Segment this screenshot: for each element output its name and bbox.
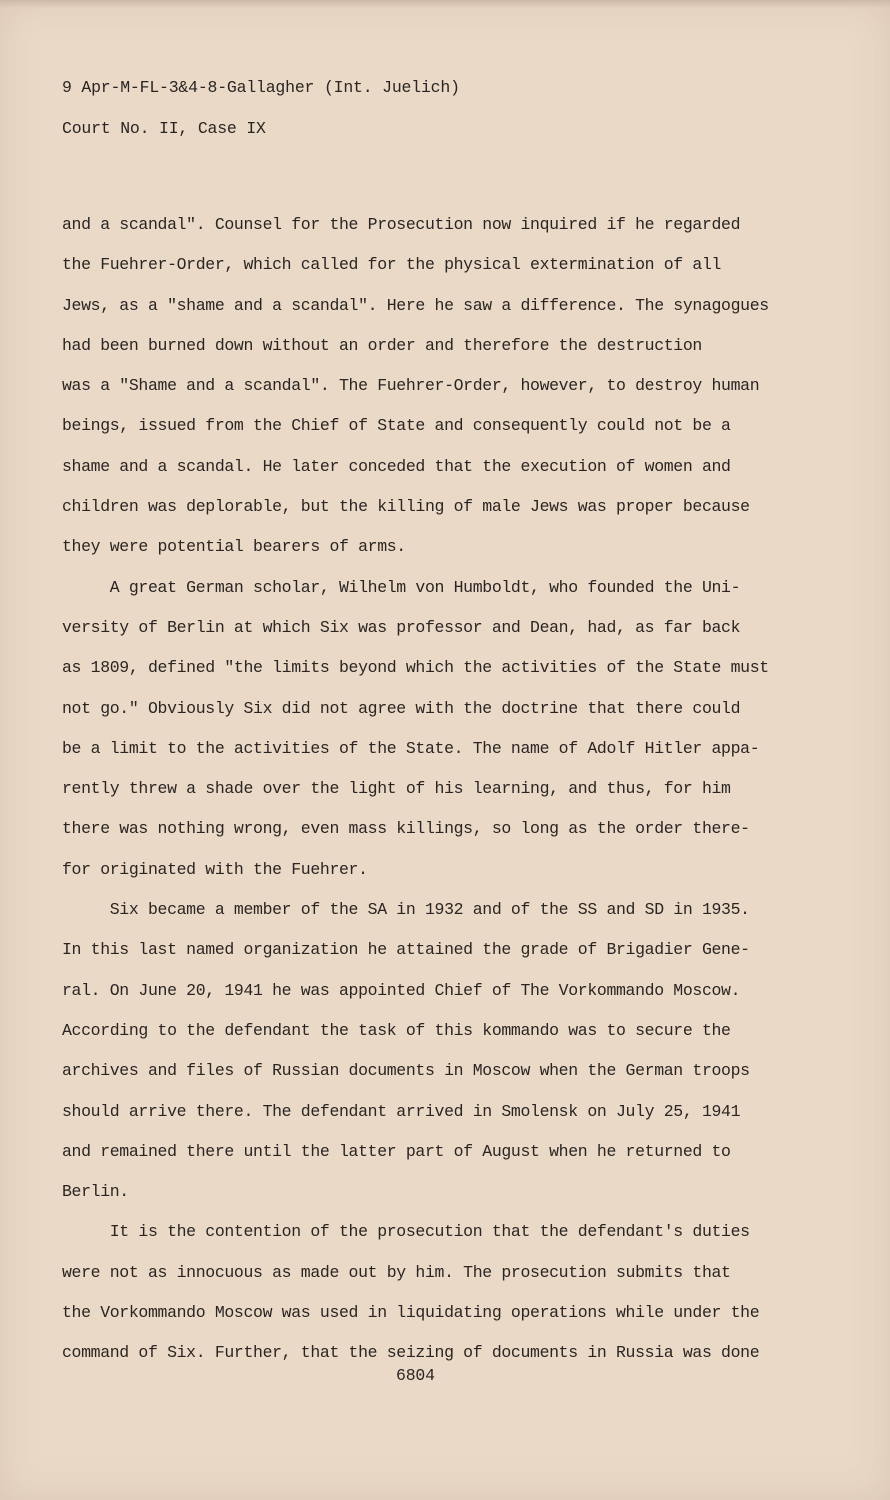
- body-line: should arrive there. The defendant arrived in Smolensk on July 25, 1941: [62, 1101, 741, 1121]
- body-line: rently threw a shade over the light of his learning, and thus, for him: [62, 779, 731, 799]
- body-line: were not as innocuous as made out by him. The prosecution submits that: [62, 1262, 731, 1282]
- page-number: 6804: [396, 1366, 435, 1385]
- body-line: It is the contention of the prosecution that the defendant's duties: [62, 1222, 750, 1242]
- body-line: shame and a scandal. He later conceded that the execution of women and: [62, 456, 731, 476]
- body-line: Six became a member of the SA in 1932 and of the SS and SD in 1935.: [62, 900, 750, 920]
- body-line: the Fuehrer-Order, which called for the physical extermination of all: [62, 255, 722, 275]
- body-line: not go." Obviously Six did not agree with the doctrine that there could: [62, 698, 741, 718]
- body-line: there was nothing wrong, even mass killings, so long as the order there-: [62, 819, 750, 839]
- body-line: According to the defendant the task of this kommando was to secure the: [62, 1020, 731, 1040]
- body-line: and a scandal". Counsel for the Prosecution now inquired if he regarded: [62, 215, 741, 234]
- body-line: they were potential bearers of arms.: [62, 537, 406, 557]
- body-line: beings, issued from the Chief of State and consequently could not be a: [62, 416, 731, 436]
- body-line: the Vorkommando Moscow was used in liquidating operations while under the: [62, 1303, 760, 1323]
- body-line: command of Six. Further, that the seizing of documents in Russia was done: [62, 1343, 760, 1363]
- body-line: Jews, as a "shame and a scandal". Here he saw a difference. The synagogues: [62, 295, 769, 315]
- body-line: for originated with the Fuehrer.: [62, 859, 368, 879]
- header-case-reference: 9 Apr-M-FL-3&4-8-Gallagher (Int. Juelich): [62, 78, 460, 97]
- body-line: versity of Berlin at which Six was professor and Dean, had, as far back: [62, 617, 741, 637]
- body-line: ral. On June 20, 1941 he was appointed Chief of The Vorkommando Moscow.: [62, 980, 741, 1000]
- body-text: [62, 205, 802, 1374]
- body-line: as 1809, defined "the limits beyond which the activities of the State must: [62, 658, 769, 678]
- body-line: Berlin.: [62, 1182, 129, 1202]
- body-line: children was deplorable, but the killing of male Jews was proper because: [62, 497, 750, 517]
- body-line: A great German scholar, Wilhelm von Humboldt, who founded the Uni-: [62, 577, 741, 597]
- body-line: and remained there until the latter part of August when he returned to: [62, 1141, 731, 1161]
- body-line: In this last named organization he attained the grade of Brigadier Gene-: [62, 940, 750, 960]
- body-line: archives and files of Russian documents in Moscow when the German troops: [62, 1061, 750, 1081]
- header-court-line: Court No. II, Case IX: [62, 119, 266, 138]
- body-line: was a "Shame and a scandal". The Fuehrer-Order, however, to destroy human: [62, 376, 760, 396]
- body-line: had been burned down without an order and therefore the destruction: [62, 335, 702, 355]
- body-line: be a limit to the activities of the State. The name of Adolf Hitler appa-: [62, 738, 760, 758]
